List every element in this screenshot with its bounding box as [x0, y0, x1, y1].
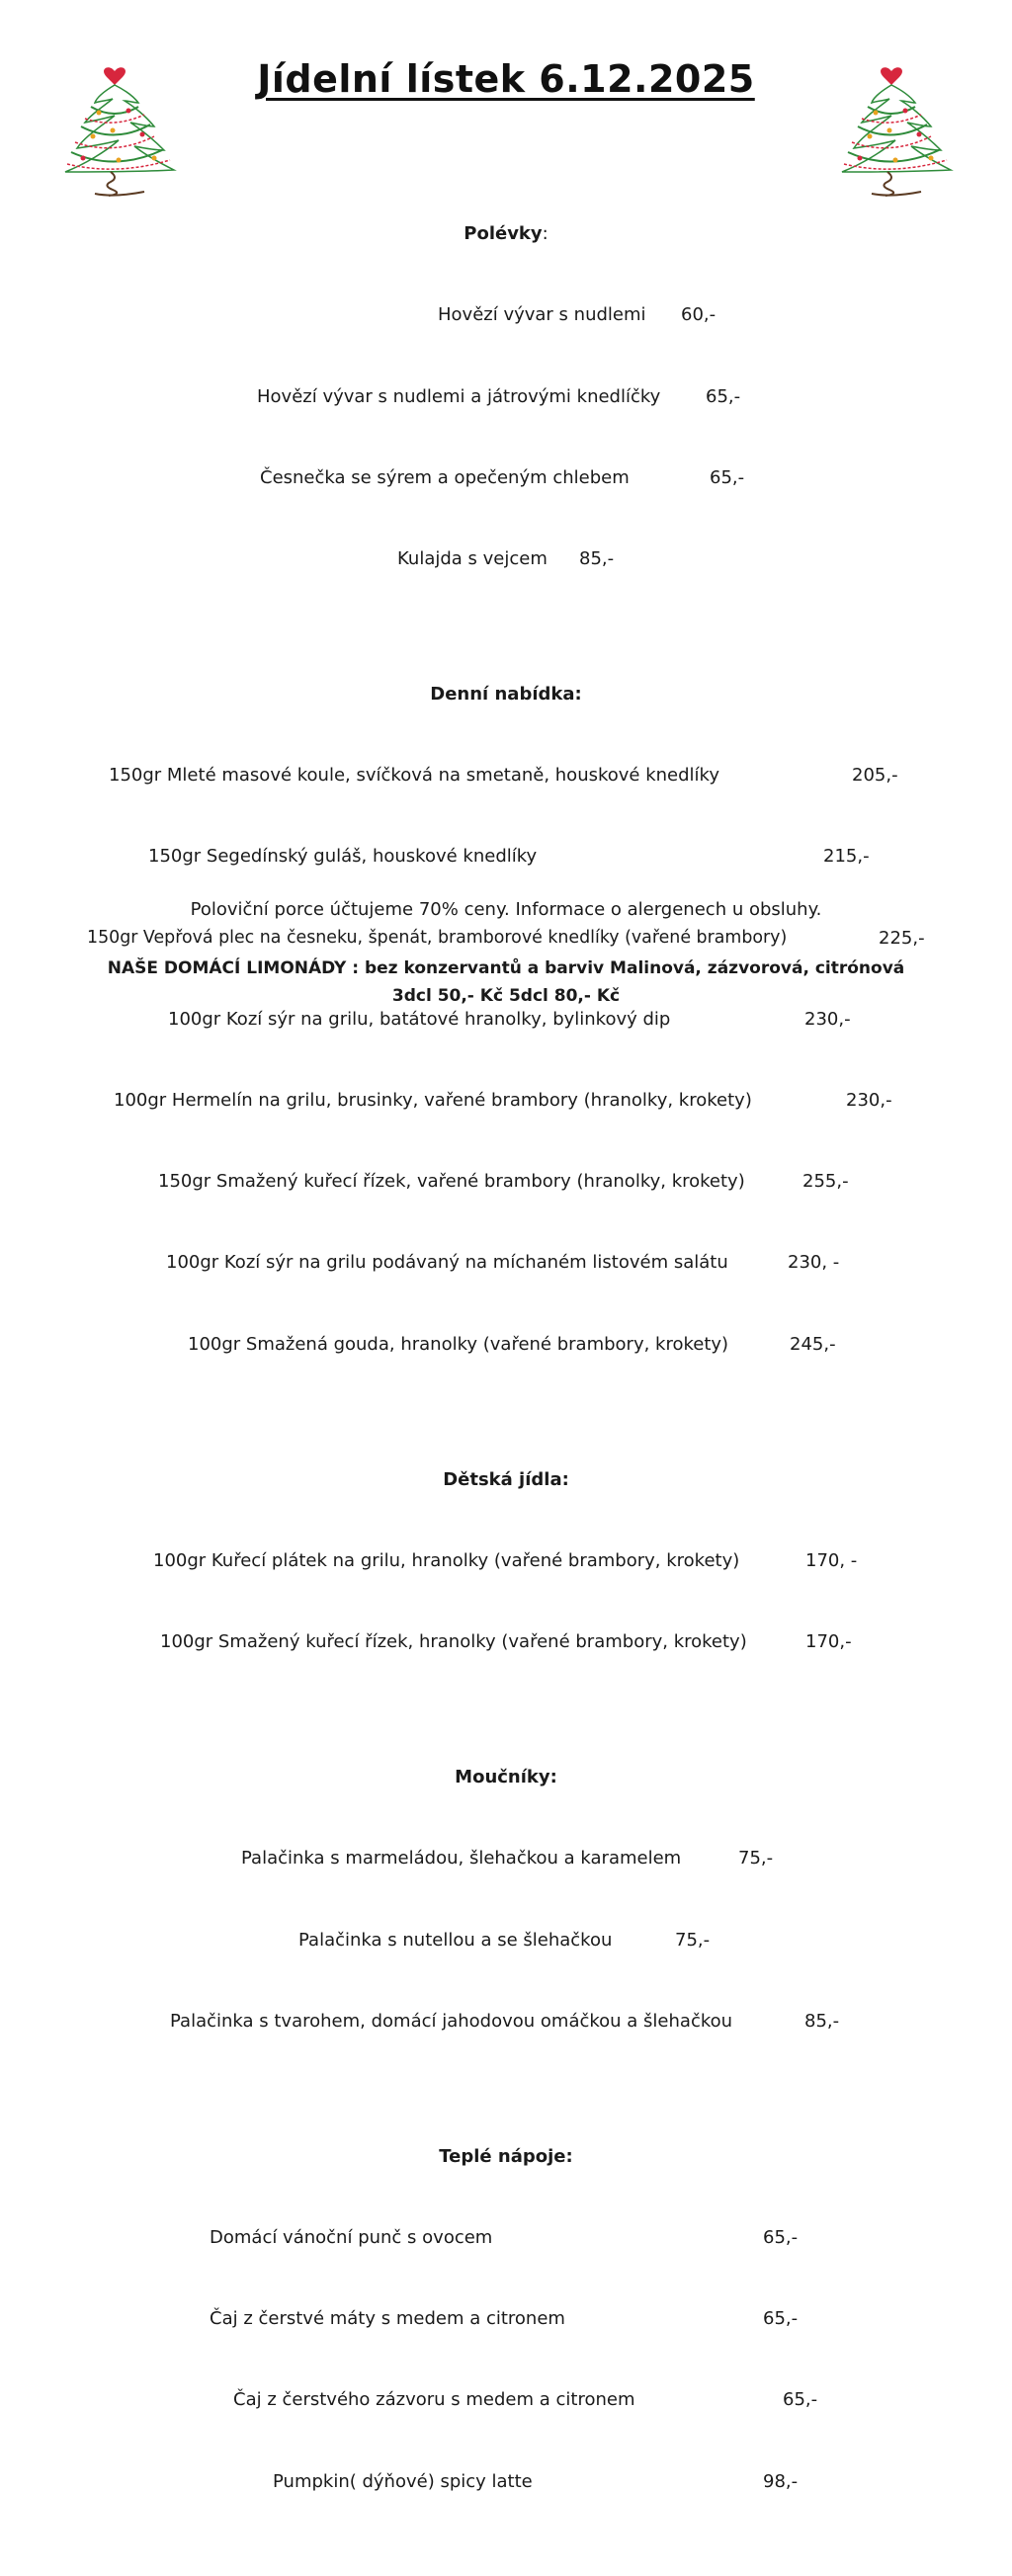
lemonade-line: NAŠE DOMÁCÍ LIMONÁDY : bez konzervantů a barviv Malinová, zázvorová, citrónová	[107, 958, 905, 978]
menu-list	[0, 139, 1012, 2522]
item-price: 65,-	[710, 466, 745, 488]
section-heading: Moučníky:	[455, 1767, 557, 1788]
menu-item	[0, 2468, 1012, 2495]
item-name: Domácí vánoční punč s ovocem	[210, 2226, 493, 2248]
heading-colon: :	[542, 223, 548, 245]
item-price: 230,-	[846, 1090, 892, 1112]
item-price: 85,-	[804, 2010, 840, 2032]
item-name: Čaj z čerstvého zázvoru s medem a citronem	[233, 2389, 635, 2411]
item-price: 225,-	[879, 927, 925, 949]
menu-item	[0, 925, 1012, 952]
page-title-wrap	[0, 57, 1012, 101]
lemonade-note	[0, 955, 1012, 1010]
item-name: Hovězí vývar s nudlemi a játrovými knedlíčky	[257, 385, 661, 407]
item-price: 230,-	[804, 1008, 851, 1030]
item-price: 170,-	[805, 1631, 852, 1653]
item-name: 100gr Smažený kuřecí řízek, hranolky (vařené brambory, krokety)	[160, 1631, 747, 1653]
item-price: 65,-	[763, 2226, 799, 2248]
menu-item	[0, 1547, 1012, 1574]
section-heading: Denní nabídka:	[430, 684, 582, 706]
section-heading-daily	[0, 681, 1012, 707]
menu-item	[0, 2008, 1012, 2035]
menu-item	[0, 2386, 1012, 2413]
section-heading: Teplé nápoje:	[439, 2145, 573, 2167]
menu-item	[0, 2224, 1012, 2251]
item-price: 75,-	[738, 1848, 774, 1870]
item-name: 100gr Kozí sýr na grilu podávaný na míchaném listovém salátu	[166, 1252, 728, 1274]
menu-item	[0, 464, 1012, 491]
item-price: 205,-	[852, 765, 898, 787]
item-price: 65,-	[706, 385, 741, 407]
item-price: 170, -	[805, 1549, 858, 1571]
item-name: 100gr Hermelín na grilu, brusinky, vařené brambory (hranolky, krokety)	[114, 1090, 752, 1112]
item-name: Čaj z čerstvé máty s medem a citronem	[210, 2308, 565, 2330]
item-price: 98,-	[763, 2470, 799, 2492]
item-price: 75,-	[675, 1929, 711, 1951]
item-name: Palačinka s marmeládou, šlehačkou a karamelem	[241, 1848, 682, 1870]
item-name: 100gr Smažená gouda, hranolky (vařené brambory, krokety)	[188, 1333, 729, 1355]
menu-item	[0, 1628, 1012, 1655]
section-heading: Dětská jídla:	[443, 1468, 569, 1490]
item-name: Pumpkin( dýňové) spicy latte	[273, 2470, 533, 2492]
menu-item	[0, 1087, 1012, 1114]
item-name: Česnečka se sýrem a opečeným chlebem	[260, 466, 630, 488]
menu-item	[0, 762, 1012, 789]
item-name: 150gr Smažený kuřecí řízek, vařené brambory (hranolky, krokety)	[158, 1171, 745, 1193]
section-heading-kids	[0, 1466, 1012, 1493]
menu-item	[0, 545, 1012, 572]
item-price: 65,-	[783, 2389, 818, 2411]
menu-item	[0, 1249, 1012, 1276]
item-name: 100gr Kuřecí plátek na grilu, hranolky (vařené brambory, krokety)	[153, 1549, 740, 1571]
menu-item	[0, 1168, 1012, 1195]
item-price: 215,-	[823, 846, 870, 868]
item-price: 60,-	[681, 304, 717, 326]
item-price: 65,-	[763, 2308, 799, 2330]
item-name: Palačinka s nutellou a se šlehačkou	[298, 1929, 613, 1951]
menu-item	[0, 1331, 1012, 1358]
item-name: 100gr Kozí sýr na grilu, batátové hranolky, bylinkový dip	[168, 1008, 671, 1030]
menu-item	[0, 843, 1012, 870]
item-name: 150gr Segedínský guláš, houskové knedlíky	[148, 846, 538, 868]
menu-item	[0, 1927, 1012, 1953]
section-heading-drinks	[0, 2143, 1012, 2170]
section-heading-desserts	[0, 1764, 1012, 1790]
lemonade-prices: 3dcl 50,- Kč 5dcl 80,- Kč	[391, 986, 621, 1006]
item-name: 150gr Vepřová plec na česneku, špenát, bramborové knedlíky (vařené brambory)	[87, 927, 788, 948]
item-name: 150gr Mleté masové koule, svíčková na smetaně, houskové knedlíky	[109, 765, 719, 787]
item-price: 85,-	[579, 548, 615, 570]
page-title: Jídelní lístek 6.12.2025	[257, 57, 755, 101]
item-price: 255,-	[802, 1171, 849, 1193]
item-price: 245,-	[790, 1333, 836, 1355]
section-heading-soups	[0, 220, 1012, 247]
item-name: Kulajda s vejcem	[397, 548, 548, 570]
item-name: Hovězí vývar s nudlemi	[438, 304, 646, 326]
item-name: Palačinka s tvarohem, domácí jahodovou omáčkou a šlehačkou	[170, 2010, 733, 2032]
section-heading: Polévky	[464, 223, 543, 245]
menu-item	[0, 383, 1012, 410]
item-price: 230, -	[788, 1252, 840, 1274]
menu-item	[0, 2305, 1012, 2332]
half-portion-note: Poloviční porce účtujeme 70% ceny. Informace o alergenech u obsluhy.	[190, 899, 822, 920]
menu-item	[0, 1845, 1012, 1871]
menu-item	[0, 301, 1012, 328]
